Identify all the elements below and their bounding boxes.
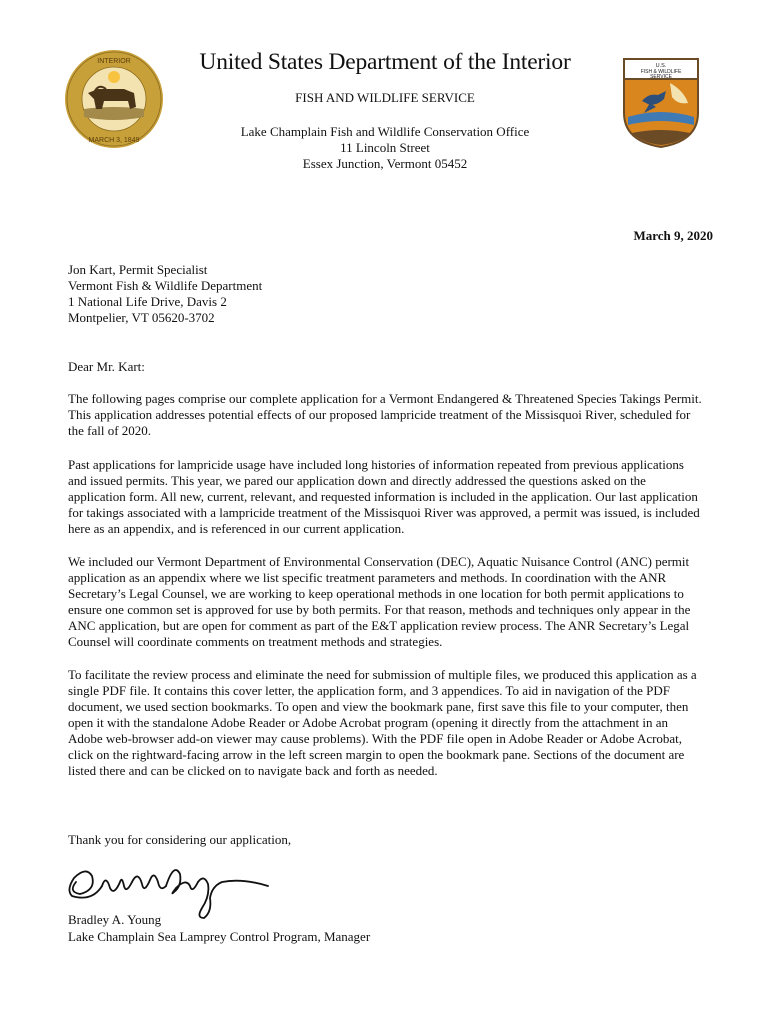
recipient-line: Vermont Fish & Wildlife Department — [68, 278, 263, 293]
letterhead-office: Lake Champlain Fish and Wildlife Conservation Office — [240, 124, 530, 139]
signer-name: Bradley A. Young — [68, 912, 162, 927]
body-paragraph: We included our Vermont Department of Environmental Conservation (DEC), Aquatic Nuisance Control (ANC) permit application as an appendix where we list specific treatment parameters and methods. In coordination with the ANR Secretary’s Legal Counsel, we are working to keep operational methods in one location for both permit applications to ensure one common set is approved for use by both permits. For that reason, methods and techniques only appear in the ANC application, but are open for comment as part of the E&T application review process. The ANR Secretary’s Legal Counsel will coordinate comments on treatment methods and strategies. — [68, 554, 691, 649]
letterhead-street: 11 Lincoln Street — [340, 140, 430, 155]
salutation: Dear Mr. Kart: — [68, 359, 145, 374]
letterhead-department: United States Department of the Interior — [199, 49, 571, 75]
closing-line: Thank you for considering our application, — [68, 832, 292, 847]
svg-text:SERVICE: SERVICE — [650, 74, 672, 80]
recipient-line: Montpelier, VT 05620-3702 — [68, 310, 215, 325]
body-paragraph: The following pages comprise our complete application for a Vermont Endangered & Threatened Species Takings Permit. This application addresses potential effects of our proposed lampricide treatment of the Missisquoi River, scheduled for the fall of 2020. — [68, 391, 702, 438]
letterhead-agency: FISH AND WILDLIFE SERVICE — [295, 90, 475, 105]
letterhead-city: Essex Junction, Vermont 05452 — [302, 156, 468, 171]
svg-text:U.S.: U.S. — [655, 63, 667, 69]
recipient-line: Jon Kart, Permit Specialist — [68, 262, 208, 277]
body-paragraph: To facilitate the review process and eliminate the need for submission of multiple files, we produced this application as a single PDF file. It contains this cover letter, the application form, and 3 appendices. To aid in navigation of the PDF document, we used section bookmarks. To open and view the bookmark pane, first save this file to your computer, then open it with the standalone Adobe Reader or Adobe Acrobat program (opening it directly from the attachment in an Adobe web-browser add-on viewer may cause problems). With the PDF file open in Adobe Reader or Adobe Acrobat, click on the rightward-facing arrow in the left screen margin to open the bookmark pane. Sections of the document are listed there and can be clicked on to navigate back and forth as needed. — [68, 667, 697, 778]
letter-date: March 9, 2020 — [633, 228, 713, 243]
body-paragraph: Past applications for lampricide usage have included long histories of information repeated from previous applications and issued permits. This year, we pared our application down and directly addressed the questions asked on the application form. All new, current, relevant, and requested information is included in the application. Our last application for takings associated with a lampricide treatment of the Missisquoi River was approved, a permit was issued, is included here as an appendix, and is referenced in our current application. — [68, 457, 700, 536]
svg-text:MARCH 3, 1849: MARCH 3, 1849 — [88, 137, 140, 144]
svg-text:FISH & WILDLIFE: FISH & WILDLIFE — [640, 69, 682, 75]
signer-title: Lake Champlain Sea Lamprey Control Program, Manager — [68, 929, 371, 944]
svg-text:INTERIOR: INTERIOR — [97, 58, 131, 65]
recipient-line: 1 National Life Drive, Davis 2 — [68, 294, 227, 309]
